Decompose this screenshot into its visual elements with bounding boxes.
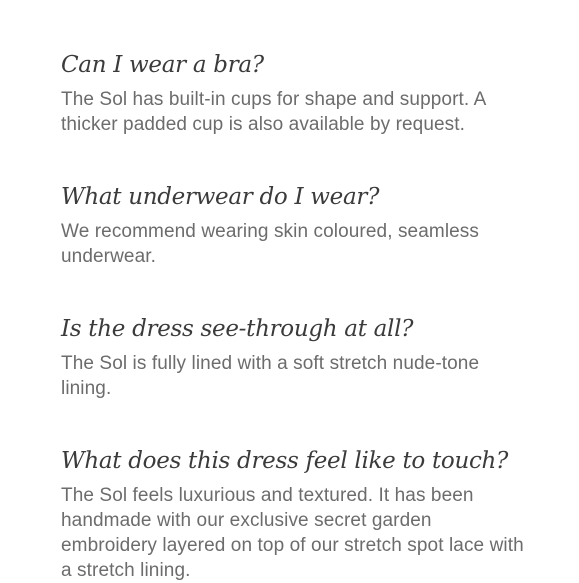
faq-item-bra: [61, 49, 531, 137]
faq-item-see-through: [61, 313, 531, 401]
faq-answer: We recommend wearing skin coloured, seamless underwear.: [61, 221, 480, 267]
faq-section: [61, 49, 531, 583]
faq-answer: The Sol is fully lined with a soft stretch nude-tone lining.: [61, 353, 480, 399]
faq-item-texture: [61, 445, 531, 583]
faq-question: What underwear do I wear?: [61, 184, 380, 210]
faq-answer: The Sol has built-in cups for shape and support. A thicker padded cup is also available by request.: [61, 89, 486, 135]
faq-question: Is the dress see-through at all?: [61, 316, 414, 342]
faq-item-underwear: [61, 181, 531, 269]
faq-answer: The Sol feels luxurious and textured. It has been handmade with our exclusive secret garden embroidery layered on top of our stretch spot lace with a stretch lining.: [61, 485, 524, 581]
faq-question: Can I wear a bra?: [61, 52, 264, 78]
faq-question: What does this dress feel like to touch?: [61, 448, 509, 474]
